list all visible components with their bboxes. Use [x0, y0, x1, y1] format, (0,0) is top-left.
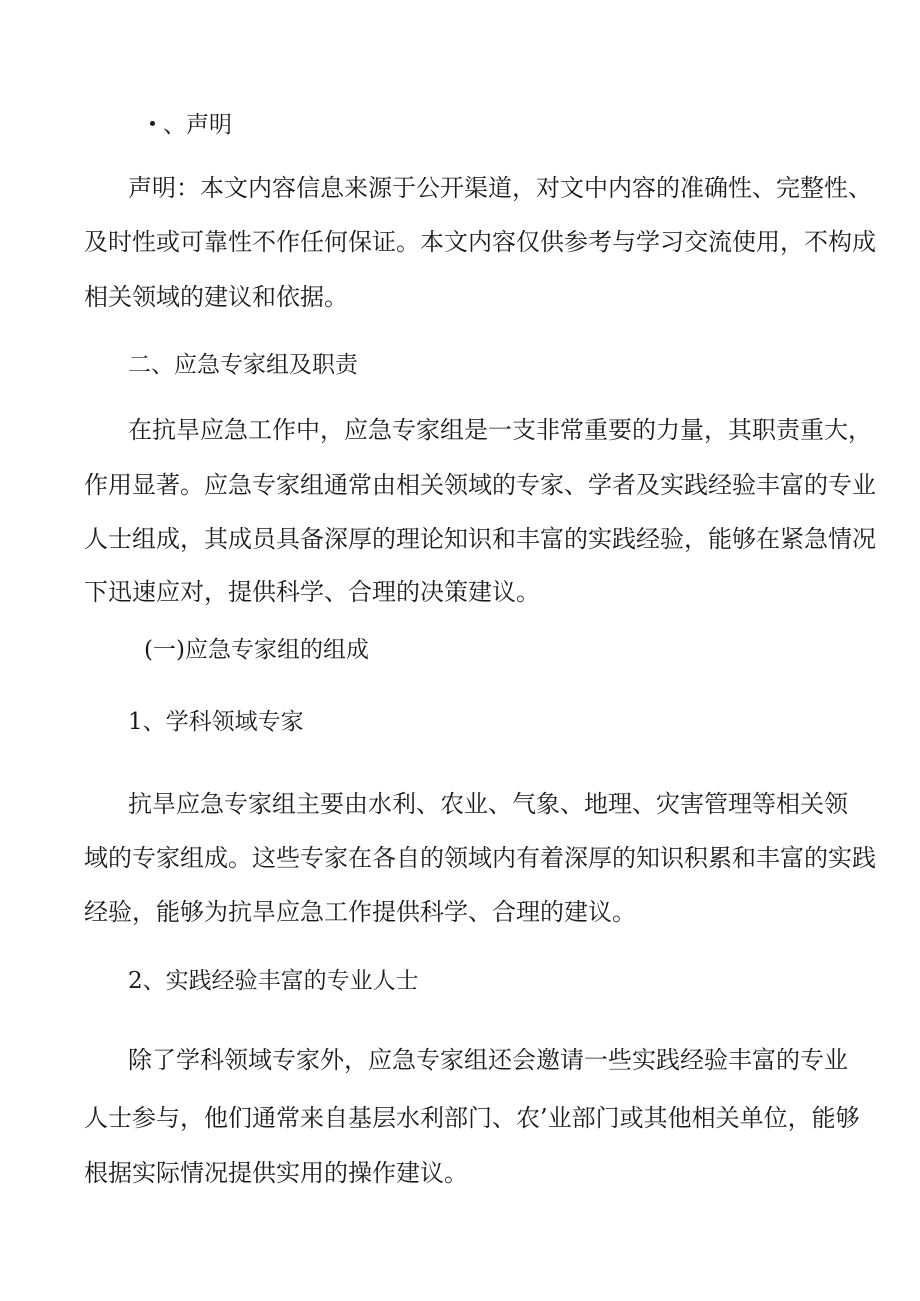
paragraph-text: 人士参与，他们通常来自基层水利部门、农’业部门或其他相关单位，能够 — [84, 1104, 860, 1132]
paragraph-text: 除了学科领域专家外，应急专家组还会邀请一些实践经验丰富的专业 — [128, 1046, 848, 1074]
paragraph-text: 人士组成，其成员具备深厚的理论知识和丰富的实践经验，能够在紧急情况 — [84, 525, 876, 553]
item-heading-text: 1、学科领域专家 — [128, 709, 304, 735]
paragraph-text: 作用显著。应急专家组通常由相关领域的专家、学者及实践经验丰富的专业 — [84, 471, 876, 499]
section-heading-text: 二、应急专家组及职责 — [128, 352, 358, 378]
paragraph-text: 经验，能够为抗旱应急工作提供科学、合理的建议。 — [84, 898, 636, 926]
paragraph-text: 在抗旱应急工作中，应急专家组是一支非常重要的力量，其职责重大， — [128, 416, 872, 444]
section-heading-expert-group — [128, 354, 358, 377]
paragraph-line — [84, 1104, 860, 1132]
paragraph-line — [128, 416, 872, 444]
paragraph-text: 相关领域的建议和依据。 — [84, 283, 348, 311]
item-heading-practitioners — [128, 970, 419, 993]
item-heading-discipline-experts — [128, 711, 304, 734]
paragraph-text: 域的专家组成。这些专家在各自的领域内有着深厚的知识积累和丰富的实践 — [84, 844, 876, 872]
subsection-heading — [144, 639, 369, 662]
bullet-icon — [150, 121, 155, 126]
paragraph-text: 及时性或可靠性不作任何保证。本文内容仅供参考与学习交流使用，不构成 — [84, 228, 876, 256]
paragraph-line — [128, 174, 872, 202]
item-heading-text: 2、实践经验丰富的专业人士 — [128, 968, 419, 994]
paragraph-text: 抗旱应急专家组主要由水利、农业、气象、地理、灾害管理等相关领 — [128, 790, 848, 818]
paragraph-line — [84, 285, 794, 309]
paragraph-line — [84, 1161, 794, 1185]
paragraph-line — [84, 844, 876, 872]
section-heading-text: 、声明 — [163, 112, 232, 138]
section-heading-disclaimer — [150, 114, 232, 137]
paragraph-line — [84, 525, 876, 553]
subsection-heading-text: (一)应急专家组的组成 — [144, 637, 369, 663]
paragraph-line — [84, 471, 876, 499]
paragraph-line — [84, 228, 876, 256]
paragraph-line — [128, 1046, 848, 1074]
paragraph-text: 下迅速应对，提供科学、合理的决策建议。 — [84, 578, 540, 606]
paragraph-text: 声明：本文内容信息来源于公开渠道，对文中内容的准确性、完整性、 — [128, 174, 872, 202]
paragraph-line — [128, 790, 848, 818]
paragraph-text: 根据实际情况提供实用的操作建议。 — [84, 1159, 468, 1187]
paragraph-line — [84, 900, 794, 924]
paragraph-line — [84, 580, 794, 604]
